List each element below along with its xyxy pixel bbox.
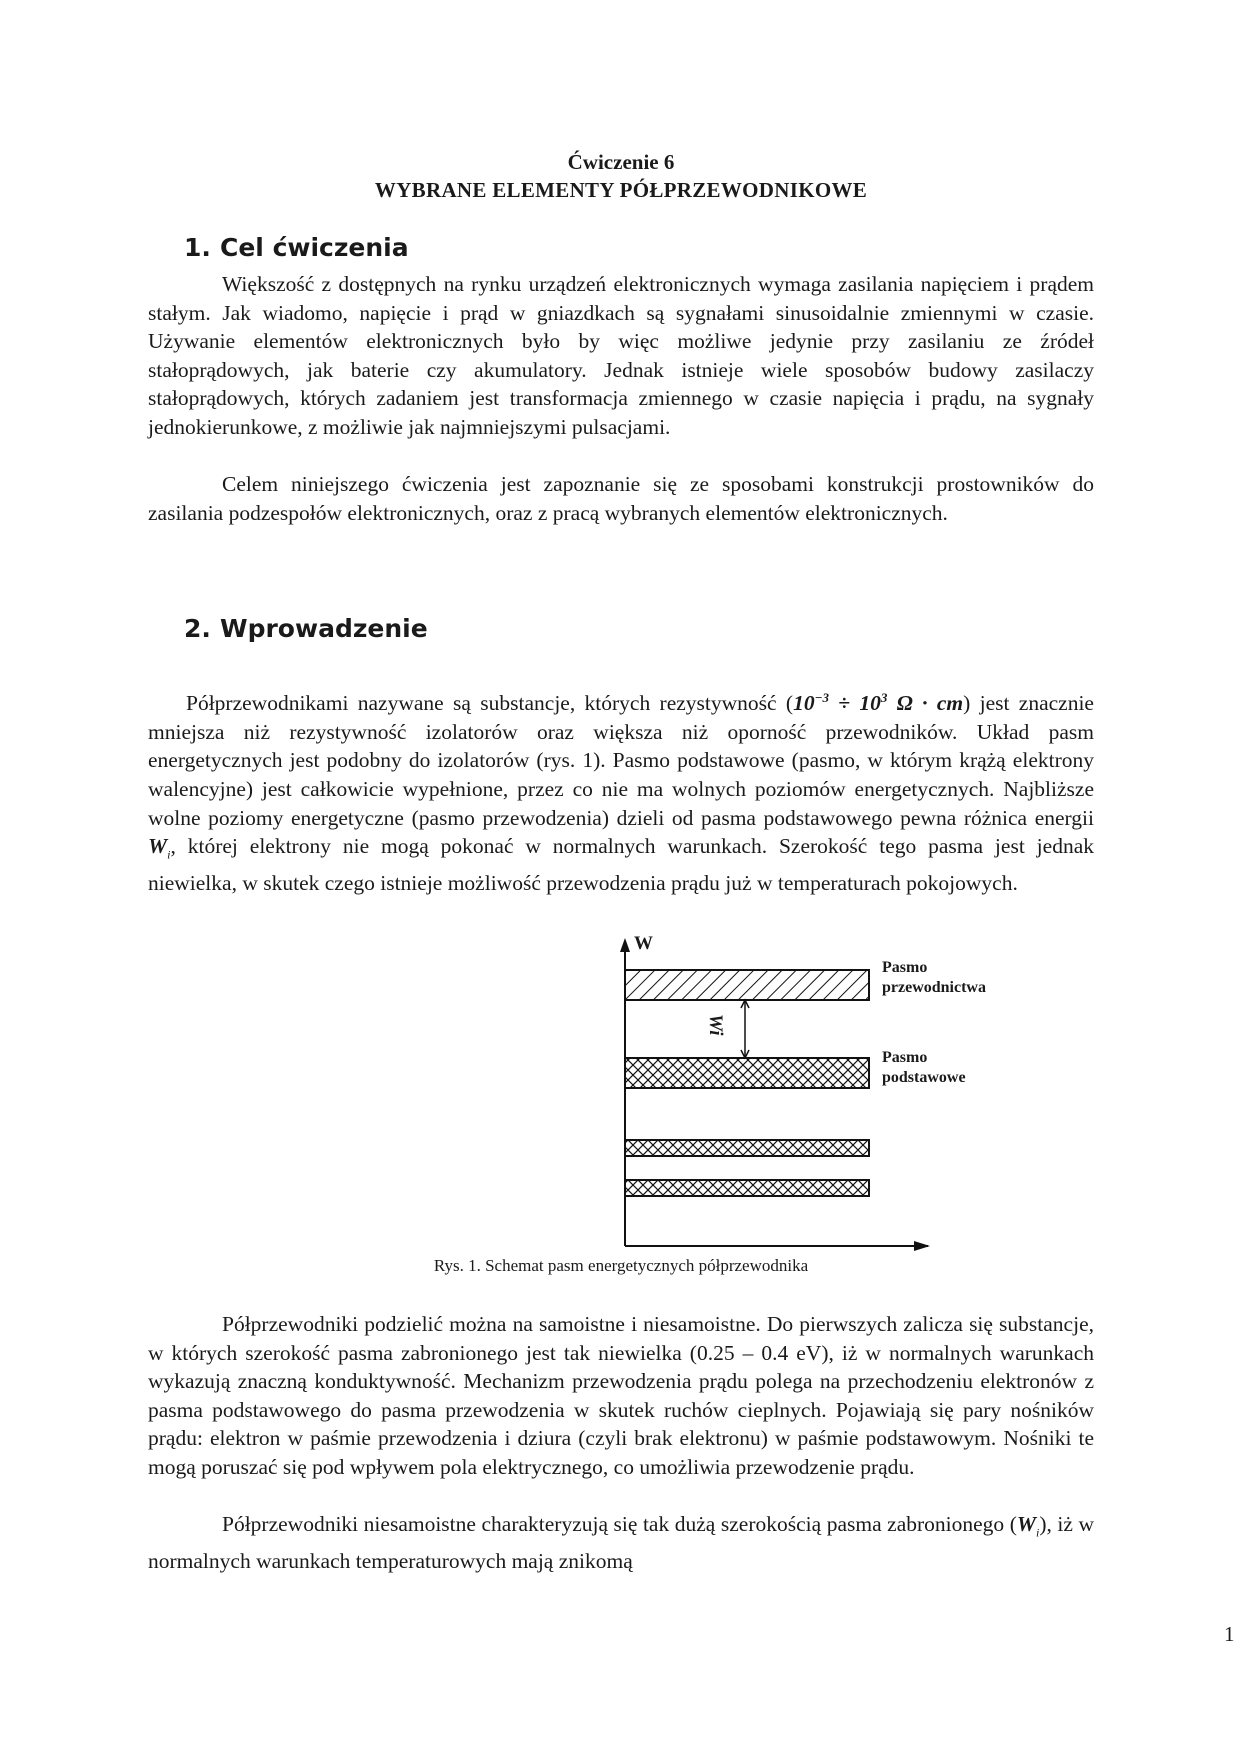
conduction-band <box>625 970 869 1000</box>
figure-caption: Rys. 1. Schemat pasm energetycznych półprzewodnika <box>433 1256 809 1275</box>
section-number: 2. <box>184 614 211 643</box>
valence-band <box>625 1058 869 1088</box>
axis-arrow-up-icon <box>620 938 630 952</box>
section-heading-wprowadzenie <box>184 614 428 643</box>
label-line: podstawowe <box>882 1069 966 1086</box>
symbol: W <box>1016 1512 1037 1536</box>
text-run: 10 <box>793 691 815 716</box>
section-heading-cel <box>184 233 409 262</box>
conduction-band-label <box>882 958 986 998</box>
paragraph: Półprzewodniki podzielić można na samoistne i niesamoistne. Do pierwszych zalicza się substancje, w których szerokość pasma zabronionego jest tak niewielka (0.25 – 0.4 eV), iż w normalnych warunkach wykazują znaczną konduktywność. Mechanizm przewodzenia prądu polega na przechodzeniu elektronów z pasma podstawowego do pasma przewodzenia w skutek ruchów cieplnych. Pojawiają się pary nośników prądu: elektron w paśmie przewodzenia i dziura (czyli brak elektronu) w paśmie podstawowym. Nośniki te mogą poruszać się pod wpływem pola elektrycznego, co umożliwia przewodzenie prądu. <box>148 1312 1094 1479</box>
text-run: Półprzewodnikami nazywane są substancje, których rezystywność ( <box>186 691 794 716</box>
exponent: 3 <box>880 690 888 705</box>
energy-gap-symbol <box>1016 1512 1040 1540</box>
lower-band <box>625 1180 869 1196</box>
resistivity-formula <box>793 691 963 715</box>
text-run: Półprzewodniki niesamoistne charakteryzują się tak dużą szerokością pasma zabronionego ( <box>222 1512 1017 1536</box>
unit: Ω · cm <box>887 691 964 716</box>
subscript: i <box>167 847 171 862</box>
text-run: ), iż w normalnych warunkach temperaturowych mają znikomą <box>148 1512 1095 1573</box>
paragraph <box>148 684 1094 898</box>
exercise-number: Ćwiczenie 6 <box>567 150 675 174</box>
subscript: i <box>1036 1525 1040 1540</box>
document-title: WYBRANE ELEMENTY PÓŁPRZEWODNIKOWE <box>374 178 868 202</box>
energy-axis-label: W <box>634 933 653 954</box>
paragraph <box>148 1510 1094 1575</box>
gap-label: Wi <box>705 1014 726 1036</box>
symbol: W <box>148 834 168 859</box>
section-title: Cel ćwiczenia <box>220 233 409 262</box>
label-line: Pasmo <box>882 959 928 976</box>
energy-band-diagram <box>468 930 1028 1260</box>
section-number: 1. <box>184 233 211 262</box>
exponent: −3 <box>814 690 829 705</box>
valence-band-label <box>882 1048 966 1088</box>
label-line: Pasmo <box>882 1049 928 1066</box>
text-run: ) jest znacznie mniejsza niż rezystywność izolatorów oraz większa niż oporność przewodników. Układ pasm energetycznych jest podobny do izolatorów (rys. 1). Pasmo podstawowe (pasmo, w którym krążą elektrony walencyjne) jest całkowicie wypełnione, przez co nie ma wolnych poziomów energetycznych. Najbliższe wolne poziomy energetyczne (pasmo przewodzenia) dzieli od pasma podstawowego pewna różnica energii <box>148 691 1094 830</box>
lower-band <box>625 1140 869 1156</box>
page-number: 1 <box>1224 1622 1235 1646</box>
label-line: przewodnictwa <box>882 979 986 996</box>
axis-arrow-right-icon <box>914 1241 930 1251</box>
paragraph: Większość z dostępnych na rynku urządzeń elektronicznych wymaga zasilania napięciem i prądem stałym. Jak wiadomo, napięcie i prąd w gniazdkach są sygnałami sinusoidalnie zmiennymi w czasie. Używanie elementów elektronicznych było by więc możliwe jedynie przy zasilaniu ze źródeł stałoprądowych, jak baterie czy akumulatory. Jednak istnieje wiele sposobów budowy zasilaczy stałoprądowych, których zadaniem jest transformacja zmiennego w czasie napięcia i prądu, na sygnały jednokierunkowe, z możliwie jak najmniejszymi pulsacjami. <box>148 272 1094 439</box>
text-run: ÷ 10 <box>828 691 881 716</box>
paragraph: Celem niniejszego ćwiczenia jest zapoznanie się ze sposobami konstrukcji prostowników do zasilania podzespołów elektronicznych, oraz z pracą wybranych elementów elektronicznych. <box>148 472 1094 525</box>
section-title: Wprowadzenie <box>220 614 428 643</box>
energy-gap-symbol <box>148 834 171 862</box>
text-run: , której elektrony nie mogą pokonać w normalnych warunkach. Szerokość tego pasma jest jednak niewielka, w skutek czego istnieje możliwość przewodzenia prądu już w temperaturach pokojowych. <box>148 834 1094 896</box>
